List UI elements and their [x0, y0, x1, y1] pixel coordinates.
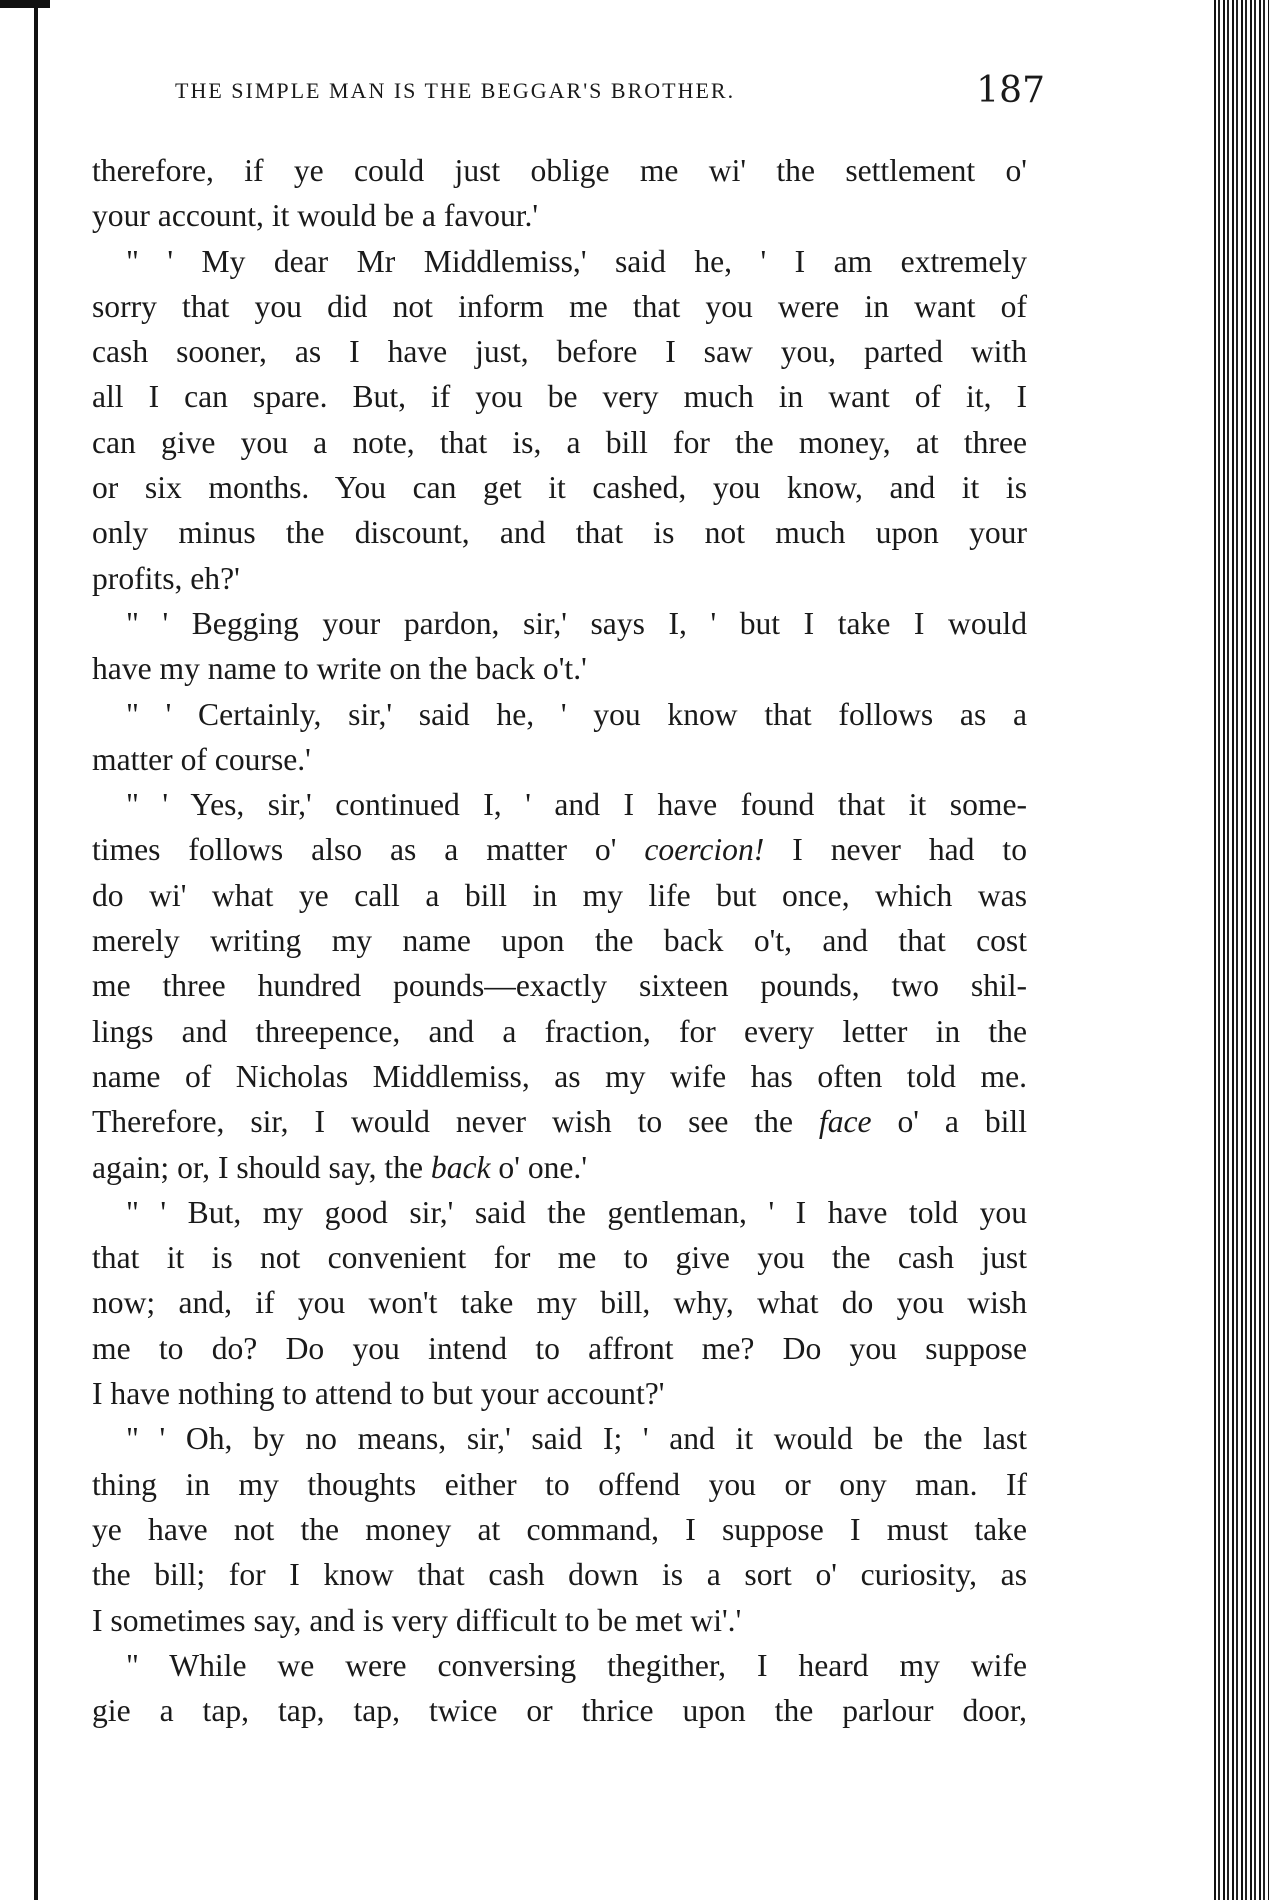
text-line: that it is not convenient for me to give you the cash just	[92, 1240, 1027, 1276]
text-line: do wi' what ye call a bill in my life but once, which was	[92, 877, 1027, 913]
text-line: can give you a note, that is, a bill for the money, at three	[92, 424, 1027, 460]
text-line: only minus the discount, and that is not much upon your	[92, 515, 1027, 551]
text-line: " While we were conversing thegither, I heard my wife	[126, 1647, 1027, 1683]
text-line: " ' Yes, sir,' continued I, ' and I have found that it some-	[126, 787, 1027, 823]
text-line: " ' But, my good sir,' said the gentleman, ' I have told you	[126, 1194, 1027, 1230]
text-line: the bill; for I know that cash down is a sort o' curiosity, as	[92, 1557, 1027, 1593]
text-line: sorry that you did not inform me that you were in want of	[92, 288, 1027, 324]
text-line: me to do? Do you intend to affront me? Do you suppose	[92, 1330, 1027, 1366]
running-head	[175, 70, 1045, 110]
page-right-gutter-edge	[1214, 0, 1269, 1900]
text-line: matter of course.'	[92, 741, 311, 777]
text-line: ye have not the money at command, I suppose I must take	[92, 1511, 1027, 1547]
text-line: I have nothing to attend to but your account?'	[92, 1376, 665, 1412]
text-line: therefore, if ye could just oblige me wi' the settlement o'	[92, 153, 1027, 188]
text-line: or six months. You can get it cashed, you know, and it is	[92, 470, 1027, 506]
text-line: thing in my thoughts either to offend you or ony man. If	[92, 1466, 1027, 1502]
text-line: all I can spare. But, if you be very much in want of it, I	[92, 379, 1027, 415]
text-line: me three hundred pounds—exactly sixteen pounds, two shil-	[92, 968, 1027, 1004]
text-line: name of Nicholas Middlemiss, as my wife has often told me.	[92, 1058, 1027, 1094]
text-line: now; and, if you won't take my bill, why, what do you wish	[92, 1285, 1027, 1321]
binding-rule	[34, 0, 38, 1900]
text-line: your account, it would be a favour.'	[92, 198, 539, 234]
body-text	[92, 148, 1027, 1733]
page-number: 187	[976, 70, 1045, 111]
text-line: " ' My dear Mr Middlemiss,' said he, ' I am extremely	[126, 243, 1027, 279]
page-left-binding-edge	[0, 0, 30, 1900]
text-line: " ' Oh, by no means, sir,' said I; ' and it would be the last	[126, 1421, 1027, 1457]
text-line: times follows also as a matter o' coercion! I never had to	[92, 832, 1028, 868]
text-line: have my name to write on the back o't.'	[92, 651, 587, 687]
text-line: profits, eh?'	[92, 560, 240, 596]
text-line: Therefore, sir, I would never wish to see the face o' a bill	[92, 1104, 1027, 1140]
text-line: again; or, I should say, the back o' one.'	[92, 1149, 588, 1185]
text-line: I sometimes say, and is very difficult to be met wi'.'	[92, 1602, 742, 1638]
running-title: THE SIMPLE MAN IS THE BEGGAR'S BROTHER.	[175, 78, 736, 103]
text-line: gie a tap, tap, tap, twice or thrice upon the parlour door,	[92, 1693, 1027, 1729]
binding-corner-mark	[0, 0, 50, 8]
text-line: merely writing my name upon the back o't, and that cost	[92, 923, 1027, 959]
text-line: cash sooner, as I have just, before I saw you, parted with	[92, 334, 1027, 370]
text-line: " ' Begging your pardon, sir,' says I, ' but I take I would	[126, 605, 1027, 641]
text-line: lings and threepence, and a fraction, for every letter in the	[92, 1013, 1027, 1049]
text-line: " ' Certainly, sir,' said he, ' you know that follows as a	[126, 696, 1027, 732]
